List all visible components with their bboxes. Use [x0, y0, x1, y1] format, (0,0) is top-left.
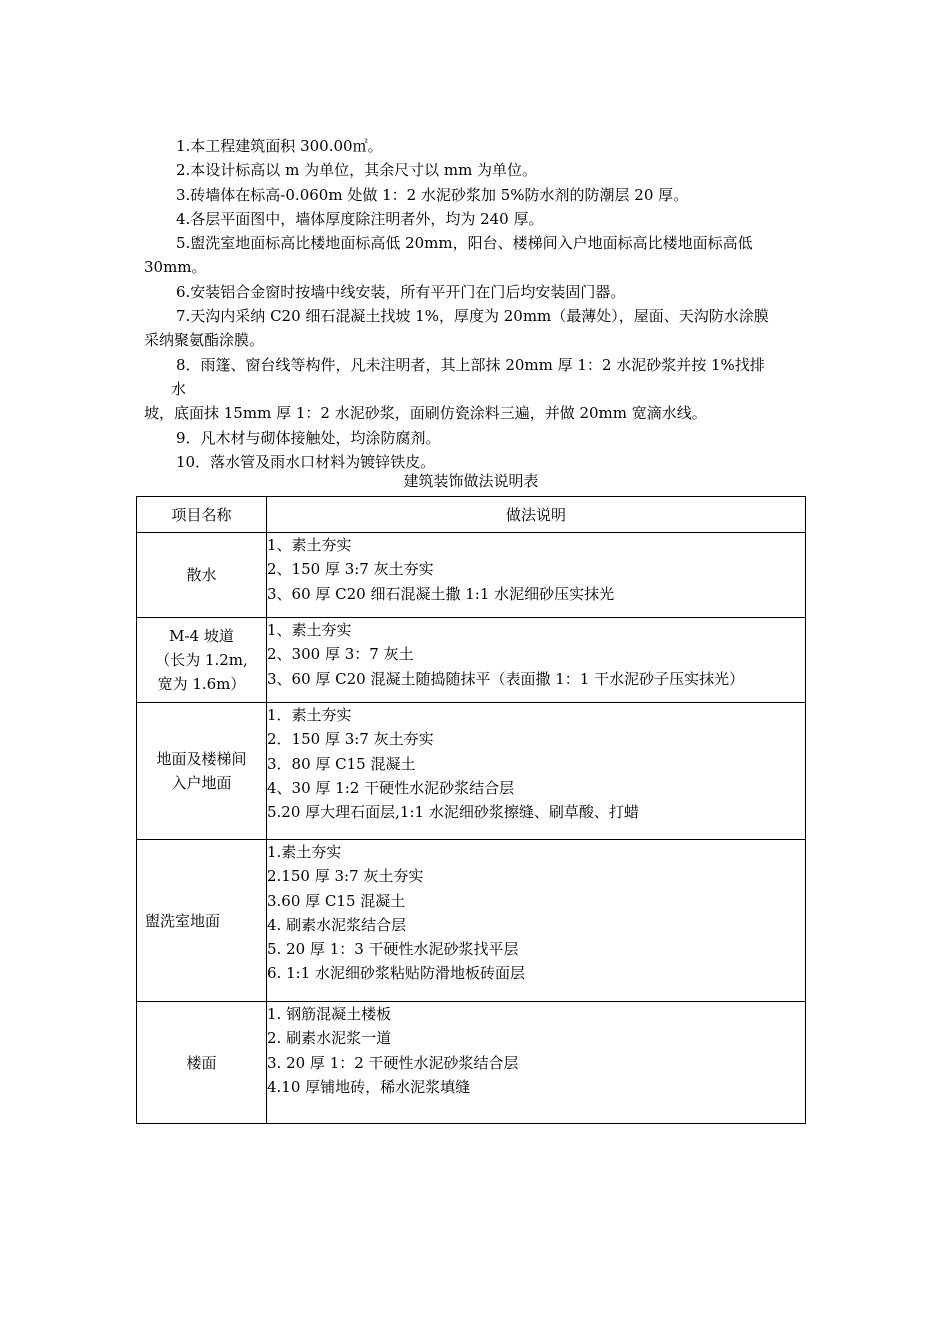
note-line: 10．落水管及雨水口材料为镀锌铁皮。	[176, 452, 436, 471]
note-line: 30mm。	[144, 258, 207, 277]
table-row	[137, 533, 806, 618]
item-name: （长为 1.2m,	[155, 651, 248, 669]
note-line: 9．凡木材与砌体接触处，均涂防腐剂。	[176, 428, 441, 447]
method-step: 1、素土夯实	[267, 621, 352, 639]
item-name-cell	[137, 703, 267, 840]
method-cell	[267, 618, 806, 703]
table-row	[137, 1002, 806, 1124]
table-title: 建筑装饰做法说明表	[403, 472, 539, 490]
item-name-cell	[137, 618, 267, 703]
method-cell	[267, 840, 806, 1002]
method-step: 4、30 厚 1:2 干硬性水泥砂浆结合层	[267, 778, 515, 797]
item-name-cell	[137, 840, 267, 1002]
method-step: 3．80 厚 C15 混凝土	[267, 754, 416, 773]
note-line: 采纳聚氨酯涂膜。	[144, 331, 265, 350]
note-line: 8．雨篷、窗台线等构件，凡未注明者，其上部抹 20mm 厚 1：2 水泥砂浆并按 1%找排	[176, 355, 765, 374]
method-step: 6. 1:1 水泥细砂浆粘贴防滑地板砖面层	[267, 964, 525, 983]
item-name: M-4 坡道	[169, 627, 234, 645]
table-header-row	[137, 497, 806, 533]
finish-spec-table	[136, 496, 806, 1124]
item-name: 宽为 1.6m）	[157, 675, 246, 693]
item-name: 地面及楼梯间	[156, 750, 247, 768]
method-cell	[267, 533, 806, 618]
method-step: 4. 刷素水泥浆结合层	[267, 915, 407, 934]
method-step: 2. 刷素水泥浆一道	[267, 1029, 392, 1048]
method-step: 3.60 厚 C15 混凝土	[267, 891, 406, 910]
method-cell	[267, 703, 806, 840]
item-name: 入户地面	[171, 774, 232, 792]
method-step: 5.20 厚大理石面层,1:1 水泥细砂浆擦缝、刷草酸、打蜡	[267, 803, 639, 822]
note-line: 2.本设计标高以 m 为单位，其余尺寸以 mm 为单位。	[176, 161, 538, 180]
note-line: 5.盥洗室地面标高比楼地面标高低 20mm，阳台、楼梯间入户地面标高比楼地面标高低	[176, 234, 753, 253]
method-step: 2、150 厚 3:7 灰土夯实	[267, 560, 434, 579]
note-line: 7.天沟内采纳 C20 细石混凝土找坡 1%，厚度为 20mm（最薄处），屋面、天沟防水涂膜	[176, 307, 769, 326]
method-step: 1、素土夯实	[267, 536, 352, 554]
method-step: 4.10 厚铺地砖，稀水泥浆填缝	[267, 1077, 471, 1096]
item-name: 盥洗室地面	[145, 911, 221, 930]
note-line: 4.各层平面图中，墙体厚度除注明者外，均为 240 厚。	[176, 209, 544, 228]
method-step: 2、300 厚 3：7 灰土	[267, 645, 414, 664]
method-step: 2．150 厚 3:7 灰土夯实	[267, 730, 434, 749]
table-row	[137, 840, 806, 1002]
item-name: 楼面	[186, 1053, 217, 1072]
note-line: 水	[171, 379, 187, 398]
method-step: 1．素土夯实	[267, 706, 352, 724]
note-line: 坡，底面抹 15mm 厚 1：2 水泥砂浆，面刷仿瓷涂料三遍，并做 20mm 宽滴水线。	[144, 404, 707, 423]
method-step: 1.素土夯实	[267, 843, 342, 861]
note-line: 3.砖墙体在标高-0.060m 处做 1：2 水泥砂浆加 5%防水剂的防潮层 20 厚。	[176, 185, 689, 204]
method-step: 1. 钢筋混凝土楼板	[267, 1005, 392, 1023]
item-name-cell	[137, 1002, 267, 1124]
method-step: 5. 20 厚 1：3 干硬性水泥砂浆找平层	[267, 940, 519, 959]
design-notes	[144, 134, 808, 474]
item-name-cell	[137, 533, 267, 618]
method-step: 2.150 厚 3:7 灰土夯实	[267, 867, 424, 886]
note-line: 6.安装铝合金窗时按墙中线安装，所有平开门在门后均安装固门器。	[176, 282, 626, 301]
column-header-item-name: 项目名称	[137, 497, 267, 533]
table-row	[137, 703, 806, 840]
method-step: 3、60 厚 C20 混凝土随捣随抹平（表面撒 1：1 干水泥砂子压实抹光）	[267, 669, 745, 688]
method-step: 3. 20 厚 1：2 干硬性水泥砂浆结合层	[267, 1053, 519, 1072]
method-cell	[267, 1002, 806, 1124]
note-line: 1.本工程建筑面积 300.00㎡。	[176, 137, 383, 155]
column-header-method: 做法说明	[267, 497, 806, 533]
table-row	[137, 618, 806, 703]
item-name: 散水	[186, 566, 217, 584]
method-step: 3、60 厚 C20 细石混凝土撒 1:1 水泥细砂压实抹光	[267, 584, 615, 603]
